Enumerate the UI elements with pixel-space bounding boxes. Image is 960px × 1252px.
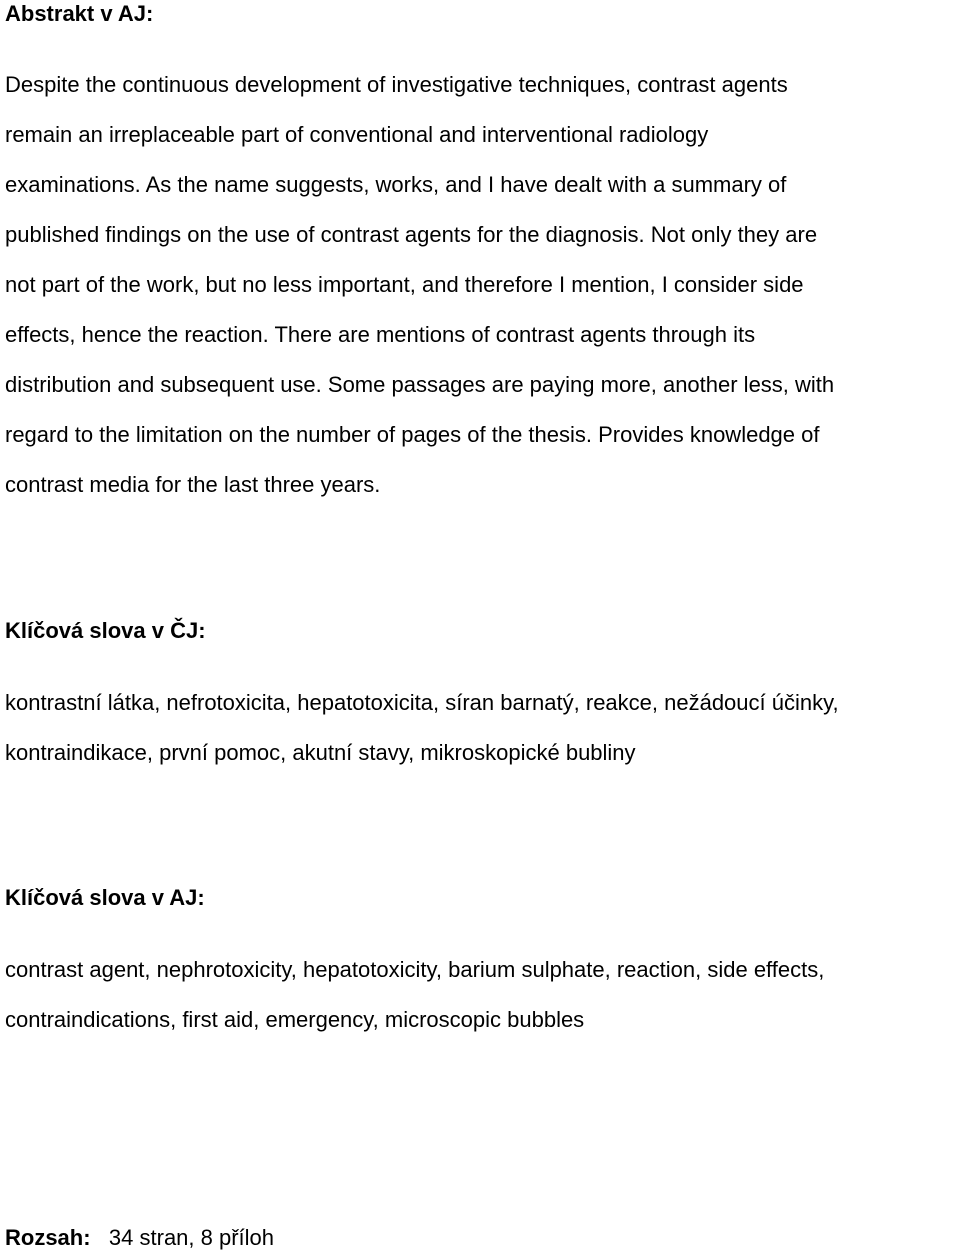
abstract-heading: Abstrakt v AJ: [5,1,154,26]
abstract-line: regard to the limitation on the number of pages of the thesis. Provides knowledge of [5,422,820,447]
keywords-cz-body [5,678,839,778]
abstract-body [5,60,834,510]
keywords-cz-line: kontrastní látka, nefrotoxicita, hepatotoxicita, síran barnatý, reakce, nežádoucí účinky, [5,690,839,715]
abstract-line: distribution and subsequent use. Some passages are paying more, another less, with [5,372,835,397]
keywords-en-line: contraindications, first aid, emergency, microscopic bubbles [5,1007,585,1032]
abstract-line: remain an irreplaceable part of conventional and interventional radiology [5,122,709,147]
scope-spacer [97,1225,109,1250]
scope-label: Rozsah: [5,1225,91,1250]
abstract-line: effects, hence the reaction. There are mentions of contrast agents through its [5,322,756,347]
keywords-en-body [5,945,824,1045]
abstract-line: contrast media for the last three years. [5,472,381,497]
abstract-line: not part of the work, but no less important, and therefore I mention, I consider side [5,272,804,297]
abstract-line: Despite the continuous development of investigative techniques, contrast agents [5,72,788,97]
abstract-line: examinations. As the name suggests, works, and I have dealt with a summary of [5,172,787,197]
keywords-en-heading: Klíčová slova v AJ: [5,885,205,910]
scope-value: 34 stran, 8 příloh [108,1225,275,1250]
keywords-cz-line: kontraindikace, první pomoc, akutní stavy, mikroskopické bubliny [5,740,636,765]
keywords-en-line: contrast agent, nephrotoxicity, hepatotoxicity, barium sulphate, reaction, side effects, [5,957,825,982]
abstract-line: published findings on the use of contrast agents for the diagnosis. Not only they are [5,222,818,247]
keywords-cz-heading: Klíčová slova v ČJ: [5,618,206,643]
scope-line [5,1224,274,1252]
